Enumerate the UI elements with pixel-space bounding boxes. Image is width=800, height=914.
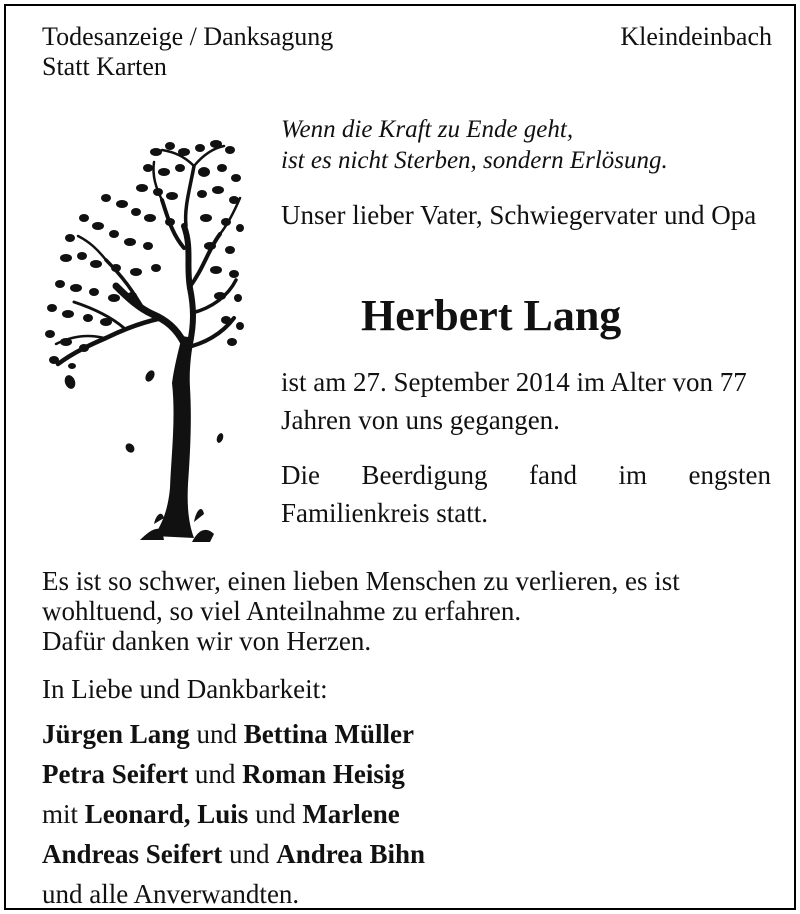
notice-header	[42, 22, 333, 82]
signer-row	[42, 714, 772, 754]
signer-name: Petra Seifert	[42, 759, 189, 789]
signer-row	[42, 754, 772, 794]
signers-list	[42, 714, 772, 910]
signer-connector: und	[196, 719, 238, 749]
signer-connector: und	[228, 839, 270, 869]
signer-name: Andreas Seifert	[42, 839, 223, 869]
signer-row-relatives: und alle Anverwandten.	[42, 879, 300, 909]
death-notice: ist am 27. September 2014 im Alter von 77 Jahren von uns gegangen.	[281, 367, 747, 435]
signer-name: Leonard, Luis	[84, 799, 249, 829]
thanks-line: Es ist so schwer, einen lieben Menschen zu verlieren, es ist wohltuend, so viel Anteilnahme zu erfahren.	[42, 566, 680, 626]
signer-name: Jürgen Lang	[42, 719, 190, 749]
signer-connector: und	[194, 759, 236, 789]
intro-text: Unser lieber Vater, Schwiegervater und Opa	[281, 200, 757, 230]
notice-subtype: Statt Karten	[42, 52, 167, 81]
signer-name: Andrea Bihn	[276, 839, 426, 869]
obituary-notice	[4, 4, 796, 910]
quote-line: ist es nicht Sterben, sondern Erlösung.	[281, 147, 668, 174]
memorial-quote	[281, 114, 668, 176]
funeral-notice: Die Beerdigung fand im engsten Familienkreis statt.	[281, 460, 771, 528]
quote-line: Wenn die Kraft zu Ende geht,	[281, 116, 574, 143]
deceased-name: Herbert Lang	[361, 291, 622, 340]
signer-prefix: mit	[42, 799, 79, 829]
signer-connector: und	[255, 799, 296, 829]
notice-place: Kleindeinbach	[620, 22, 772, 51]
closing-phrase: In Liebe und Dankbarkeit:	[42, 674, 328, 704]
notice-type: Todesanzeige / Danksagung	[42, 22, 334, 51]
signer-row	[42, 834, 772, 874]
tree-silhouette-icon	[44, 138, 244, 543]
signer-row	[42, 794, 772, 834]
signer-name: Bettina Müller	[243, 719, 414, 749]
thanks-line: Dafür danken wir von Herzen.	[42, 626, 372, 656]
thanks-message	[42, 566, 772, 656]
signer-name: Roman Heisig	[242, 759, 405, 789]
signer-name: Marlene	[302, 799, 400, 829]
